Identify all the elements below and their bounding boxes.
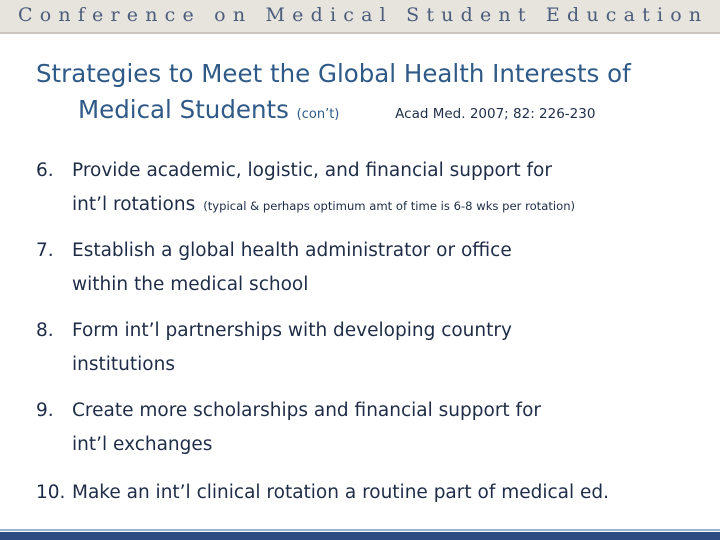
item-text-continued: int’l rotations	[72, 194, 196, 215]
slide-title	[36, 56, 696, 133]
item-number: 8.	[36, 320, 54, 341]
list-item	[36, 314, 512, 382]
item-text: Form int’l partnerships with developing country	[72, 320, 512, 341]
item-text: Provide academic, logistic, and financial support for	[72, 160, 552, 181]
title-line-2	[36, 92, 696, 133]
item-number: 9.	[36, 400, 54, 421]
item-number: 6.	[36, 160, 54, 181]
title-line-1: Strategies to Meet the Global Health Interests of	[36, 59, 631, 88]
list-item	[36, 154, 575, 223]
conference-banner	[0, 0, 720, 32]
banner-divider	[0, 32, 720, 34]
item-text-continued: institutions	[72, 354, 175, 375]
item-number: 7.	[36, 240, 54, 261]
title-main: Medical Students	[78, 95, 289, 124]
citation: Acad Med. 2007; 82: 226-230	[395, 106, 596, 122]
item-text: Make an int’l clinical rotation a routine part of medical ed.	[72, 482, 610, 503]
list-item	[36, 476, 609, 510]
item-number: 10.	[36, 482, 66, 503]
list-item	[36, 234, 512, 302]
title-continued: (con’t)	[296, 107, 340, 122]
conference-name: Conference on Medical Student Education	[18, 4, 709, 26]
item-text: Create more scholarships and financial support for	[72, 400, 541, 421]
item-text: Establish a global health administrator or office	[72, 240, 512, 261]
item-note: (typical & perhaps optimum amt of time is 6-8 wks per rotation)	[203, 199, 576, 213]
item-text-continued: int’l exchanges	[72, 434, 213, 455]
footer-bar	[0, 532, 720, 540]
list-item	[36, 394, 541, 462]
item-text-continued: within the medical school	[72, 274, 309, 295]
